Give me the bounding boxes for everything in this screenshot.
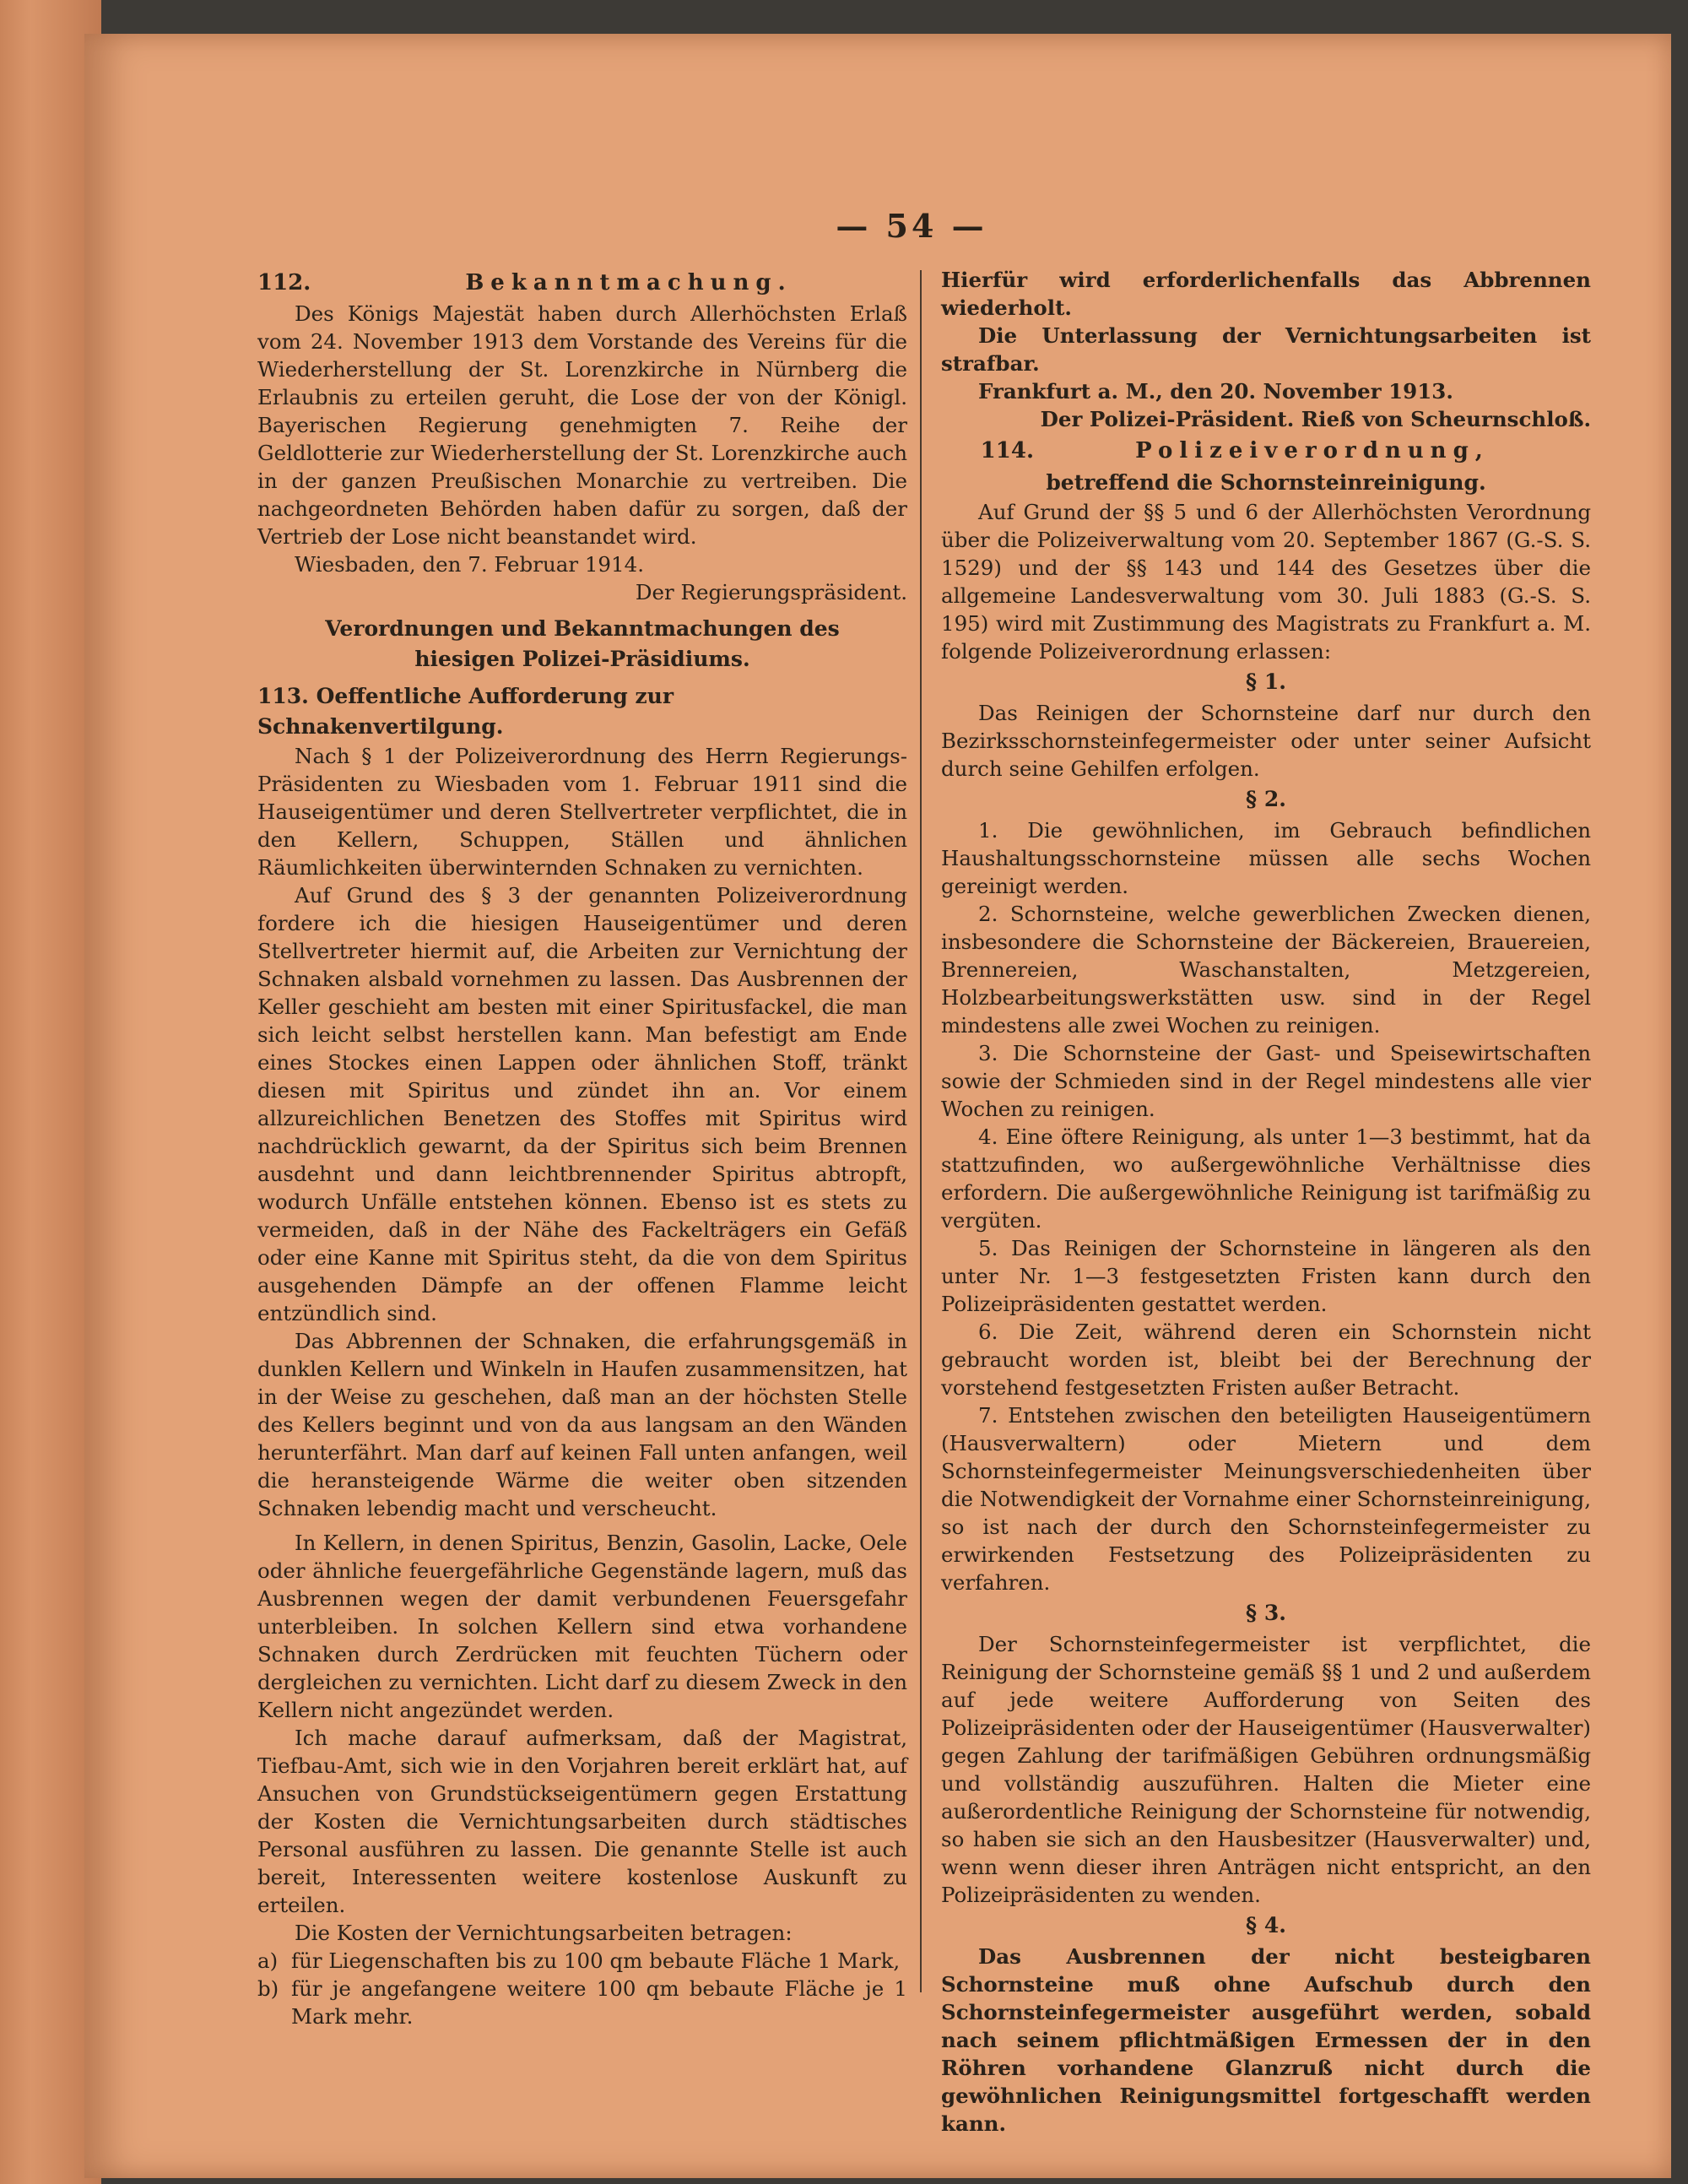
section-title: Bekanntmachung. [465, 270, 793, 295]
list-text: für Liegenschaften bis zu 100 qm bebaute Fläche 1 Mark, [291, 1948, 901, 1973]
paragraph: Das Abbrennen der Schnaken, die erfahrungsgemäß in dunklen Kellern und Winkeln in Haufen zusammensitzen, hat in der Weise zu geschehen, daß man an der höchsten Stelle des Kellers beginnt und von da aus langsam an den Wänden herunterfährt. Man darf auf keinen Fall unten anfangen, weil die heransteigende Wärme die weiter oben sitzenden Schnaken lebendig macht und verscheucht. [257, 1329, 907, 1520]
list-item [257, 1975, 907, 2030]
paragraph: 4. Eine öftere Reinigung, als unter 1—3 bestimmt, hat da stattzufinden, wo außergewöhnliche Verhältnisse dies erfordern. Die außergewöhnliche Reinigung ist tarifmäßig zu vergüten. [941, 1125, 1591, 1233]
list-label: a) [257, 1948, 279, 1973]
section-subtitle: betreffend die Schornsteinreinigung. [1046, 470, 1486, 495]
paragraph: Die Unterlassung der Vernichtungsarbeiten ist strafbar. [941, 323, 1591, 376]
section-114-heading [941, 434, 1591, 468]
column-divider [920, 270, 922, 1992]
section-number: 112. [257, 270, 311, 295]
left-column [257, 266, 907, 2030]
paragraph: 1. Die gewöhnlichen, im Gebrauch befindlichen Haushaltungsschornsteine müssen alle sechs Wochen gereinigt werden. [941, 818, 1591, 898]
police-heading: Verordnungen und Bekanntmachungen des hiesigen Polizei-Präsidiums. [325, 616, 840, 671]
paragraph: 2. Schornsteine, welche gewerblichen Zwecken dienen, insbesondere die Schornsteine der Bäckereien, Brauereien, Brennereien, Waschanstalten, Metzgereien, Holzbearbeitungswerkstätten usw. sind in der Regel mindestens alle zwei Wochen zu reinigen. [941, 902, 1591, 1038]
paragraph: 7. Entstehen zwischen den beteiligten Hauseigentümern (Hausverwaltern) oder Mietern und dem Schornsteinfegermeister Meinungsverschiedenheiten über die Notwendigkeit der Vornahme einer Schornsteinreinigung, so ist nach der durch den Schornsteinfegermeister zu erwirkenden Festsetzung des Polizeipräsidenten zu verfahren. [941, 1403, 1591, 1595]
signature: Der Polizei-Präsident. Rieß von Scheurnschloß. [1040, 407, 1591, 431]
paragraph: Auf Grund der §§ 5 und 6 der Allerhöchsten Verordnung über die Polizeiverwaltung vom 20. September 1867 (G.-S. S. 1529) und der §§ 143 und 144 des Gesetzes über die allgemeine Landesverwaltung vom 30. Juli 1883 (G.-S. S. 195) wird mit Zustimmung des Magistrats zu Frankfurt a. M. folgende Polizeiverordnung erlassen: [941, 500, 1591, 664]
paragraph-label: § 3. [1246, 1601, 1286, 1625]
place-date: Wiesbaden, den 7. Februar 1914. [295, 552, 644, 577]
paragraph: Nach § 1 der Polizeiverordnung des Herrn Regierungs-Präsidenten zu Wiesbaden vom 1. Februar 1911 sind die Hauseigentümer und deren Stellvertreter verpflichtet, die in den Kellern, Schuppen, Ställen und ähnlichen Räumlichkeiten überwinternden Schnaken zu vernichten. [257, 744, 907, 880]
section-113-title: 113. Oeffentliche Aufforderung zur Schnakenvertilgung. [257, 684, 674, 739]
paragraph: Die Kosten der Vernichtungsarbeiten betragen: [295, 1921, 793, 1945]
paragraph: Das Reinigen der Schornsteine darf nur durch den Bezirksschornsteinfegermeister oder unter seiner Aufsicht durch seine Gehilfen erfolgen. [941, 701, 1591, 781]
paragraph: Das Ausbrennen der nicht besteigbaren Schornsteine muß ohne Aufschub durch den Schornsteinfegermeister ausgeführt werden, sobald nach seinem pflichtmäßigen Ermessen der in den Röhren vorhandene Glanzruß nicht durch die gewöhnlichen Reinigungsmittel fortgeschafft werden kann. [941, 1944, 1591, 2136]
paragraph: Ich mache darauf aufmerksam, daß der Magistrat, Tiefbau-Amt, sich wie in den Vorjahren bereit erklärt hat, auf Ansuchen von Grundstückseigentümern gegen Erstattung der Kosten die Vernichtungsarbeiten durch städtisches Personal ausführen zu lassen. Die genannte Stelle ist auch bereit, Interessenten weitere kostenlose Auskunft zu erteilen. [257, 1726, 907, 1917]
section-number: 114. [980, 438, 1034, 463]
list-text: für je angefangene weitere 100 qm bebaute Fläche je 1 Mark mehr. [291, 1976, 907, 2029]
paragraph-label: § 2. [1246, 787, 1286, 811]
paragraph-label: § 1. [1246, 669, 1286, 694]
right-column [941, 266, 1591, 2138]
paragraph: Des Königs Majestät haben durch Allerhöchsten Erlaß vom 24. November 1913 dem Vorstande des Vereins für die Wiederherstellung der St. Lorenzkirche in Nürnberg die Erlaubnis zu erteilen geruht, die Lose der von der Königl. Bayerischen Regierung genehmigten 7. Reihe der Geldlotterie zur Wiederherstellung der St. Lorenzkirche auch in der ganzen Preußischen Monarchie zu vertreiben. Die nachgeordneten Behörden haben dafür zu sorgen, daß der Vertrieb der Lose nicht beanstandet wird. [257, 301, 907, 549]
paragraph: Auf Grund des § 3 der genannten Polizeiverordnung fordere ich die hiesigen Hauseigentümer und deren Stellvertreter hiermit auf, die Arbeiten zur Vernichtung der Schnaken alsbald vornehmen zu lassen. Das Ausbrennen der Keller geschieht am besten mit einer Spiritusfackel, die man sich leicht selbst herstellen kann. Man befestigt am Ende eines Stockes einen Lappen oder ähnlichen Stoff, tränkt diesen mit Spiritus und zündet ihn an. Vor einem allzureichlichen Benetzen des Stoffes mit Spiritus wird nachdrücklich gewarnt, da der Spiritus sich beim Brennen ausdehnt und dann leichtbrennender Spiritus abtropft, wodurch Unfälle entstehen können. Ebenso ist es stets zu vermeiden, daß in der Nähe des Fackelträgers ein Gefäß oder eine Kanne mit Spiritus steht, da die von dem Spiritus ausgehenden Dämpfe an der offenen Flamme leicht entzündlich sind. [257, 883, 907, 1325]
paragraph: Der Schornsteinfegermeister ist verpflichtet, die Reinigung der Schornsteine gemäß §§ 1 und 2 und außerdem auf jede weitere Aufforderung von Seiten des Polizeipräsidenten oder der Hauseigentümer (Hausverwalter) gegen Zahlung der tarifmäßigen Gebühren ordnungsmäßig und vollständig auszuführen. Halten die Mieter eine außerordentliche Reinigung der Schornsteine für notwendig, so haben sie sich an den Hausbesitzer (Hausverwalter) und, wenn wenn dieser ihren Anträgen nicht entspricht, an den Polizeipräsidenten zu wenden. [941, 1632, 1591, 1907]
paragraph: 6. Die Zeit, während deren ein Schornstein nicht gebraucht worden ist, bleibt bei der Berechnung der vorstehend festgesetzten Fristen außer Betracht. [941, 1320, 1591, 1400]
page-number: — 54 — [836, 207, 987, 245]
paragraph: In Kellern, in denen Spiritus, Benzin, Gasolin, Lacke, Oele oder ähnliche feuergefährliche Gegenstände lagern, muß das Ausbrennen wegen der damit verbundenen Feuersgefahr unterbleiben. In solchen Kellern sind etwa vorhandene Schnaken durch Zerdrücken mit feuchten Tüchern oder dergleichen zu vernichten. Licht darf zu diesem Zweck in den Kellern nicht angezündet werden. [257, 1531, 907, 1722]
paragraph-label: § 4. [1246, 1913, 1286, 1937]
paragraph: Hierfür wird erforderlichenfalls das Abbrennen wiederholt. [941, 268, 1591, 320]
paragraph: 5. Das Reinigen der Schornsteine in längeren als den unter Nr. 1—3 festgesetzten Fristen kann durch den Polizeipräsidenten gestattet werden. [941, 1236, 1591, 1316]
place-date: Frankfurt a. M., den 20. November 1913. [978, 379, 1453, 404]
signature: Der Regierungspräsident. [635, 580, 907, 604]
section-title: Polizeiverordnung, [1135, 438, 1490, 463]
list-item [257, 1947, 907, 1975]
section-112-heading [257, 266, 907, 300]
list-label: b) [257, 1976, 279, 2001]
paragraph: 3. Die Schornsteine der Gast- und Speisewirtschaften sowie der Schmieden sind in der Regel mindestens alle vier Wochen zu reinigen. [941, 1041, 1591, 1121]
